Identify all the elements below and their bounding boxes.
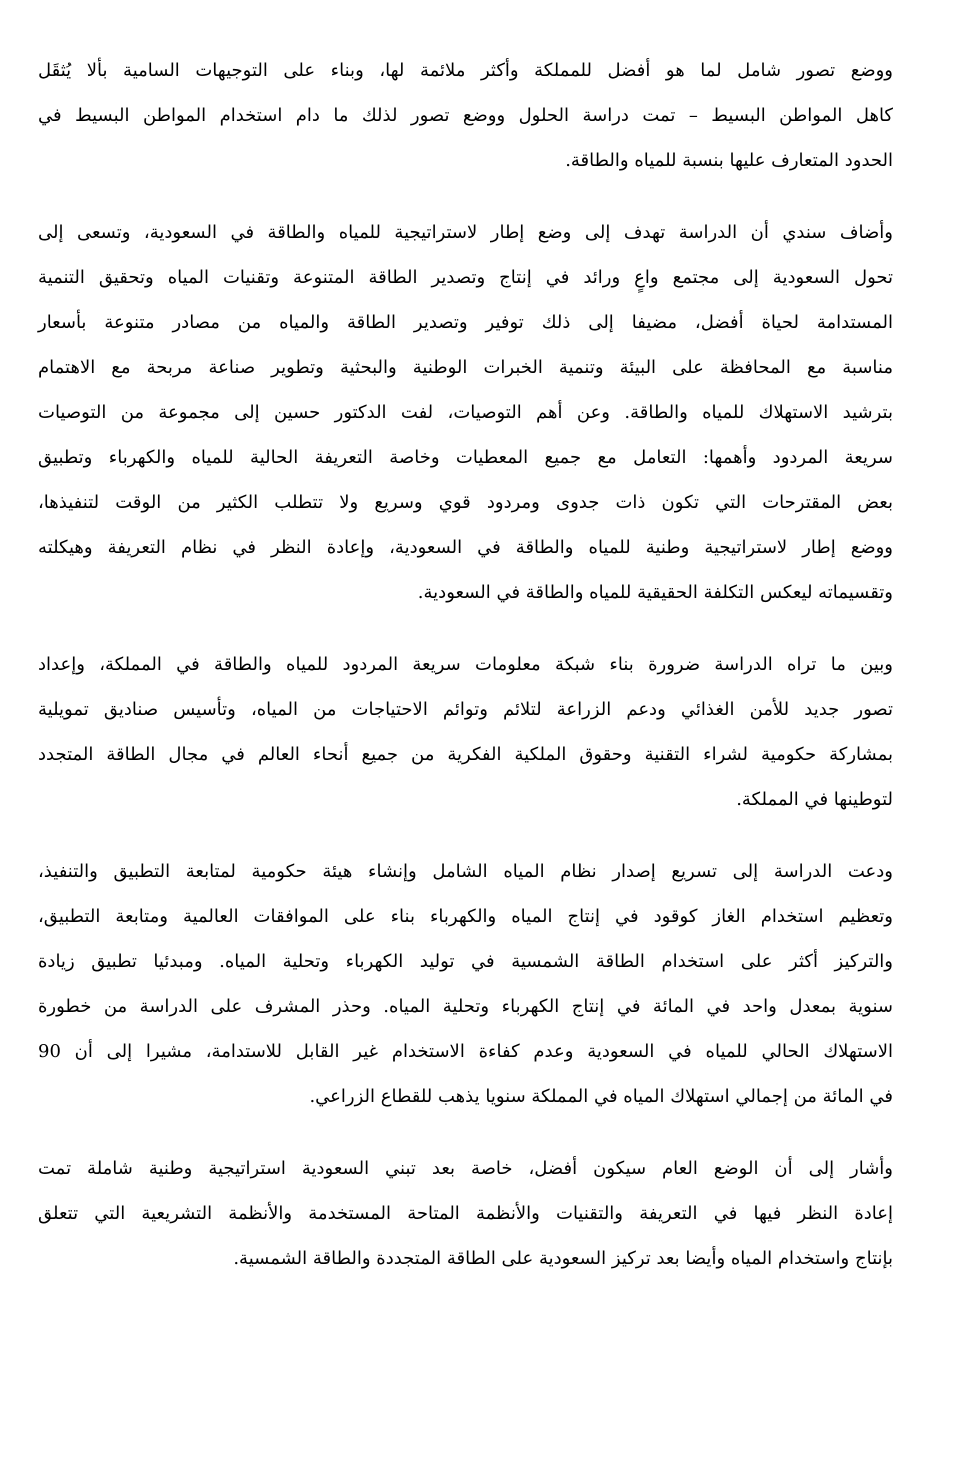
- text-line: سنوية بمعدل واحد في المائة في إنتاج الكهرباء وتحلية المياه. وحذر المشرف على الدراسة من خطورة: [38, 996, 893, 1017]
- text-line: بمشاركة حكومية لشراء التقنية وحقوق الملكية الفكرية من جميع أنحاء العالم في مجال الطاقة المتجدد: [38, 744, 893, 765]
- text-line: إعادة النظر فيها في التعريفة والتقنيات والأنظمة المتاحة المستخدمة والأنظمة التشريعية التي تتعلق: [38, 1203, 893, 1224]
- text-line: المستدامة لحياة أفضل، مضيفا إلى ذلك توفير وتصدير الطاقة والمياه من مصادر متنوعة بأسعار: [38, 312, 893, 333]
- text-line: لتوطينها في المملكة.: [736, 789, 893, 810]
- paragraph: [38, 210, 893, 615]
- text-line: الاستهلاك الحالي للمياه في السعودية وعدم كفاءة الاستخدام غير القابل للاستدامة، مشيرا إلى أن 90: [38, 1041, 893, 1062]
- text-line: تحول السعودية إلى مجتمع واعٍ ورائد في إنتاج وتصدير الطاقة المتنوعة وتقنيات المياه وتحقيق التنمية: [38, 267, 893, 288]
- text-line: في المائة من إجمالي استهلاك المياه في المملكة سنويا يذهب للقطاع الزراعي.: [309, 1086, 893, 1107]
- paragraph: [38, 849, 893, 1119]
- text-line: ودعت الدراسة إلى تسريع إصدار نظام المياه الشامل وإنشاء هيئة حكومية لمتابعة التطبيق والتنفيذ،: [38, 861, 893, 882]
- text-line: بإنتاج واستخدام المياه وأيضا بعد تركيز السعودية على الطاقة المتجددة والطاقة الشمسية.: [233, 1248, 893, 1269]
- text-line: كاهل المواطن البسيط – تمت دراسة الحلول ووضع تصور لذلك ما دام استخدام المواطن البسيط في: [38, 105, 893, 126]
- text-line: ووضع تصور شامل لما هو أفضل للمملكة وأكثر ملائمة لها، وبناء على التوجيهات السامية بألا يُثقَل: [38, 60, 893, 81]
- text-line: سريعة المردود وأهمها: التعامل مع جميع المعطيات وخاصة التعريفة الحالية للمياه والكهرباء وتطبيق: [38, 447, 893, 468]
- text-line: بترشيد الاستهلاك للمياه والطاقة. وعن أهم التوصيات، لفت الدكتور حسين إلى مجموعة من التوصيات: [38, 402, 893, 423]
- text-line: وتقسيماته ليعكس التكلفة الحقيقية للمياه والطاقة في السعودية.: [417, 582, 893, 603]
- text-line: ووضع إطار لاستراتيجية وطنية للمياه والطاقة في السعودية، وإعادة النظر في نظام التعريفة وهيكلته: [38, 537, 893, 558]
- text-line: بعض المقترحات التي تكون ذات جدوى ومردود قوي وسريع ولا تتطلب الكثير من الوقت لتنفيذها،: [38, 492, 893, 513]
- paragraph: [38, 642, 893, 822]
- text-line: وأشار إلى أن الوضع العام سيكون أفضل، خاصة بعد تبني السعودية استراتيجية وطنية شاملة تمت: [38, 1158, 893, 1179]
- text-line: وأضاف سندي أن الدراسة تهدف إلى وضع إطار لاستراتيجية للمياه والطاقة في السعودية، وتسعى إلى: [38, 222, 893, 243]
- article-body: [38, 48, 893, 1308]
- text-line: تصور جديد للأمن الغذائي ودعم الزراعة لتلائم وتوائم الاحتياجات من المياه، وتأسيس صناديق تمويلية: [38, 699, 893, 720]
- paragraph: [38, 1146, 893, 1281]
- text-line: والتركيز أكثر على استخدام الطاقة الشمسية في توليد الكهرباء وتحلية المياه. ومبدئيا تطبيق زيادة: [38, 951, 893, 972]
- paragraph: [38, 48, 893, 183]
- text-line: مناسبة مع المحافظة على البيئة وتنمية الخبرات الوطنية والبحثية وتطوير صناعة مربحة مع الاهتمام: [38, 357, 893, 378]
- text-line: الحدود المتعارف عليها بنسبة للمياه والطاقة.: [565, 150, 893, 171]
- text-line: وبين ما تراه الدراسة ضرورة بناء شبكة معلومات سريعة المردود للمياه والطاقة في المملكة، وإعداد: [38, 654, 893, 675]
- text-line: وتعظيم استخدام الغاز كوقود في إنتاج المياه والكهرباء بناء على الموافقات العالمية ومتابعة التطبيق،: [38, 906, 893, 927]
